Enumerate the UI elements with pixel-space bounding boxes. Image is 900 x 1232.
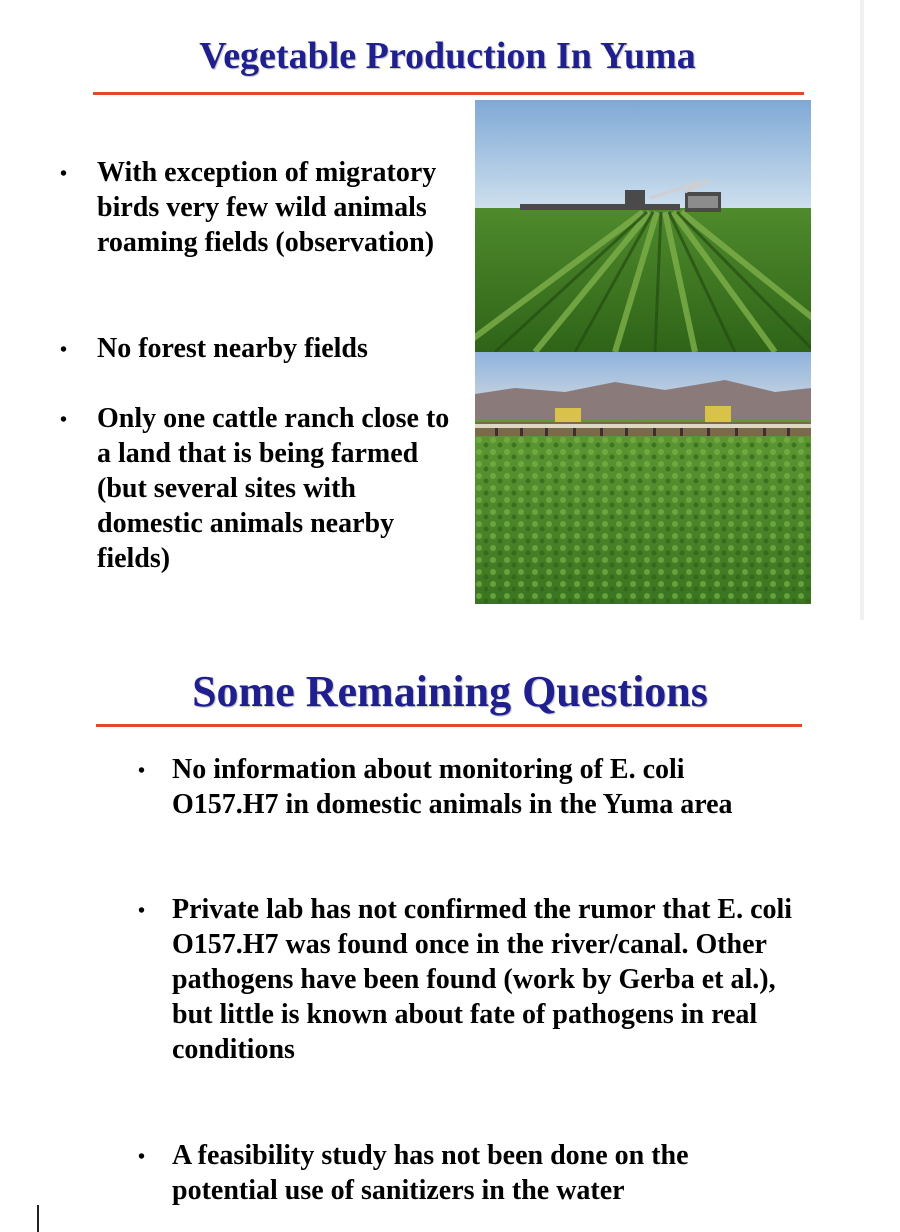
- text-cursor: [37, 1205, 39, 1232]
- slide1-bullet-1: [60, 155, 460, 331]
- slide-edge: [860, 0, 864, 620]
- slide1-bullet-3-text: Only one cattle ranch close to a land that is being farmed (but several sites with domestic animals nearby fields): [97, 403, 450, 574]
- slide1-title: Vegetable Production In Yuma: [199, 35, 696, 77]
- bullet-dot: •: [138, 1146, 146, 1168]
- bullet-dot: •: [60, 163, 68, 185]
- slide1-bullet-2-text: No forest nearby fields: [97, 333, 368, 364]
- slide1-bullet-3: [60, 401, 460, 576]
- slide1-title-rule: [93, 92, 804, 95]
- bullet-dot: •: [138, 760, 146, 782]
- slide2-bullet-3: [138, 1138, 798, 1208]
- field-crew-photo: [475, 352, 811, 604]
- bullet-dot: •: [138, 900, 146, 922]
- slide2-title-rule: [96, 724, 802, 727]
- slide1-bullet-2: [60, 331, 460, 401]
- bullet-dot: •: [60, 409, 68, 431]
- bullet-dot: •: [60, 339, 68, 361]
- slide2-bullet-2: [138, 892, 798, 1138]
- slide2-bullet-3-text: A feasibility study has not been done on the potential use of sanitizers in the water: [172, 1140, 689, 1206]
- slide2-bullet-list: [138, 752, 798, 1208]
- slide2-bullet-1: [138, 752, 798, 892]
- slide2-bullet-1-text: No information about monitoring of E. coli O157.H7 in domestic animals in the Yuma area: [172, 754, 733, 820]
- harvest-machine-field-photo: [475, 100, 811, 352]
- slide2-title: Some Remaining Questions: [192, 667, 708, 716]
- slide1-bullet-1-text: With exception of migratory birds very few wild animals roaming fields (observation): [97, 157, 437, 258]
- slide1-bullet-list: [60, 155, 460, 576]
- slide2-bullet-2-text: Private lab has not confirmed the rumor that E. coli O157.H7 was found once in the river/canal. Other pathogens have been found (work by Gerba et al.), but little is known about fate of pathogens in real conditions: [172, 894, 793, 1065]
